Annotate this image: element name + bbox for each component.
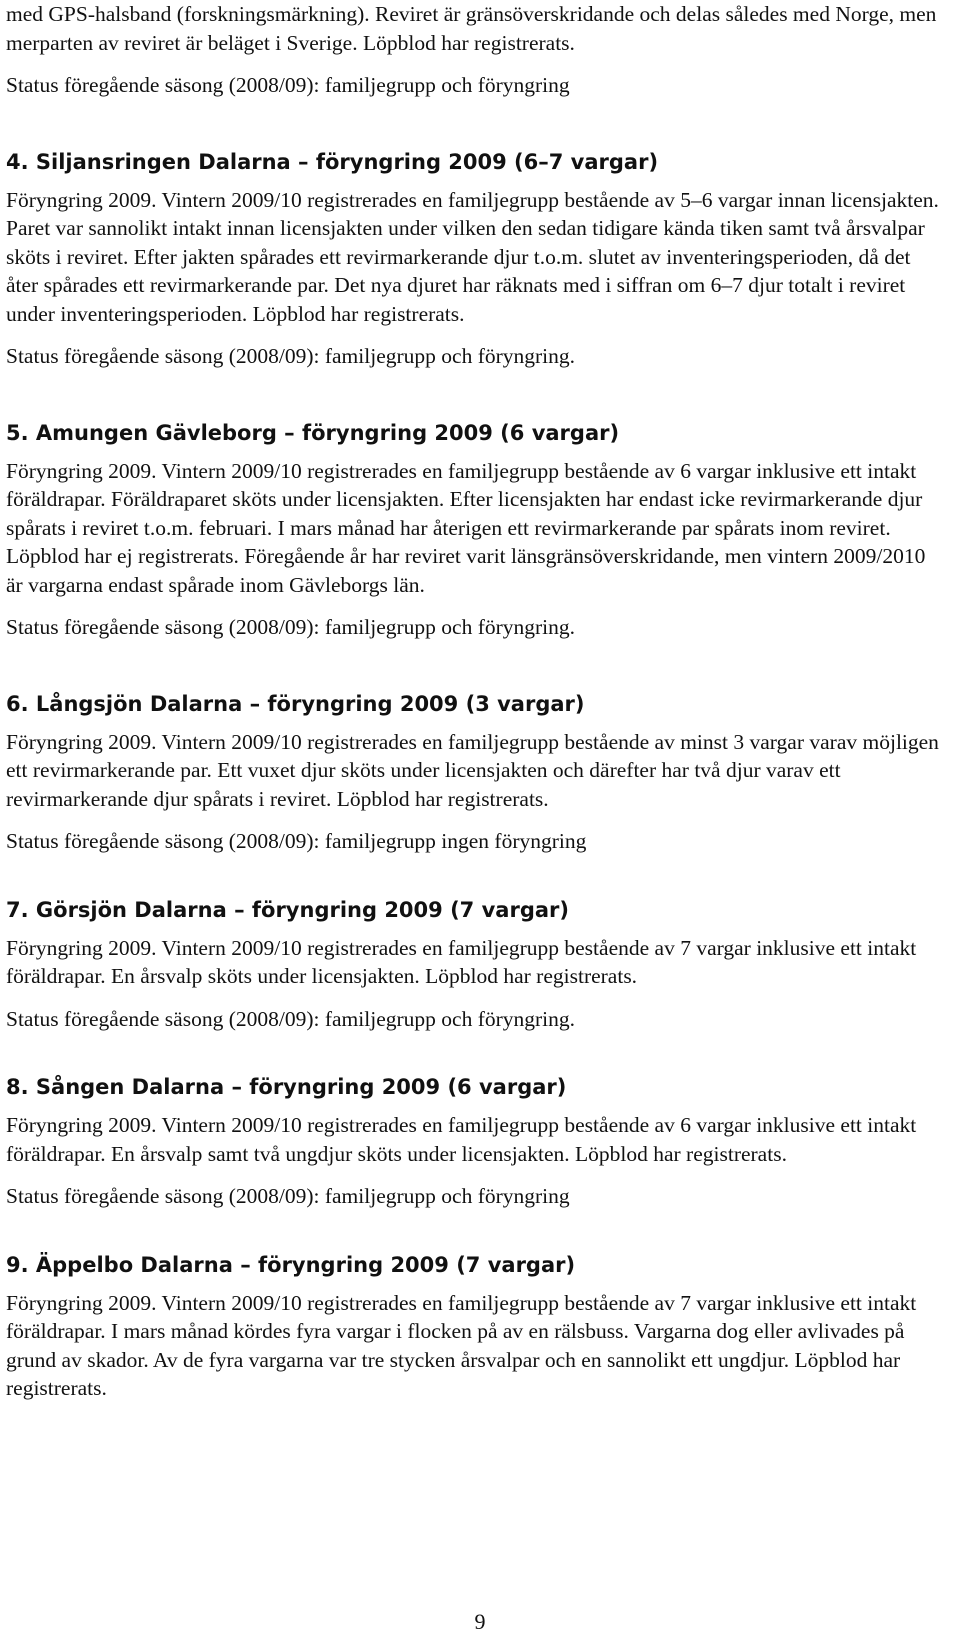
page-number: 9 bbox=[474, 1609, 486, 1634]
document-page bbox=[6, 0, 940, 1403]
section-title: 8. Sången Dalarna – föryngring 2009 (6 vargar) bbox=[6, 1075, 567, 1099]
section-title: 7. Görsjön Dalarna – föryngring 2009 (7 vargar) bbox=[6, 897, 569, 922]
section-status: Status föregående säsong (2008/09): familjegrupp ingen föryngring bbox=[6, 829, 587, 853]
section-status: Status föregående säsong (2008/09): familjegrupp och föryngring. bbox=[6, 1006, 576, 1031]
section-5 bbox=[6, 419, 940, 642]
section-paragraph: Föryngring 2009. Vintern 2009/10 registrerades en familjegrupp bestående av minst 3 vargar varav möjligen ett revirmarkerande par. Ett vuxet djur sköts under licensjakten och därefter har två djur varav ett revirmarkerande djur spårats i reviret. Löpblod har registrerats. bbox=[6, 729, 939, 811]
section-paragraph: Föryngring 2009. Vintern 2009/10 registrerades en familjegrupp bestående av 6 vargar inklusive ett intakt föräldrapar. En årsvalp samt två ungdjur sköts under licensjakten. Löpblod har registrerats. bbox=[6, 1113, 917, 1166]
section-4 bbox=[6, 148, 940, 371]
section-paragraph: Föryngring 2009. Vintern 2009/10 registrerades en familjegrupp bestående av 7 vargar inklusive ett intakt föräldrapar. I mars månad kördes fyra vargar i flocken på av en rälsbuss. Vargarna dog eller avlivades på grund av skador. Av de fyra vargarna var tre stycken årsvalpar och en sannolikt ett ungdjur. Löpblod har registrerats. bbox=[6, 1290, 917, 1400]
intro-paragraph: med GPS-halsband (forskningsmärkning). Reviret är gränsöverskridande och delas således med Norge, men merparten av reviret är beläget i Sverige. Löpblod har registrerats. bbox=[6, 2, 937, 55]
section-status: Status föregående säsong (2008/09): familjegrupp och föryngring. bbox=[6, 615, 576, 639]
intro-block bbox=[6, 0, 940, 100]
section-6 bbox=[6, 690, 940, 856]
section-8 bbox=[6, 1073, 940, 1211]
section-9 bbox=[6, 1251, 940, 1403]
section-title: 9. Äppelbo Dalarna – föryngring 2009 (7 vargar) bbox=[6, 1252, 576, 1277]
section-status: Status föregående säsong (2008/09): familjegrupp och föryngring. bbox=[6, 344, 576, 368]
section-title: 4. Siljansringen Dalarna – föryngring 2009 (6–7 vargar) bbox=[6, 149, 659, 174]
section-title: 5. Amungen Gävleborg – föryngring 2009 (6 vargar) bbox=[6, 420, 620, 445]
section-paragraph: Föryngring 2009. Vintern 2009/10 registrerades en familjegrupp bestående av 5–6 vargar innan licensjakten. Paret var sannolikt intakt innan licensjakten under vilken den sedan tidigare kända tiken samt två årsvalpar sköts i reviret. Efter jakten spårades ett revirmarkerande djur t.o.m. slutet av inventeringsperioden, då det åter spårades ett revirmarkerande par. Det nya djuret har räknats med i siffran om 6–7 djur totalt i reviret under inventeringsperioden. Löpblod har registrerats. bbox=[6, 187, 939, 326]
section-paragraph: Föryngring 2009. Vintern 2009/10 registrerades en familjegrupp bestående av 6 vargar inklusive ett intakt föräldrapar. Föräldraparet sköts under licensjakten. Efter licensjakten har endast icke revirmarkerande djur spårats i reviret t.o.m. februari. I mars månad har återigen ett revirmarkerande par spårats inom reviret. Löpblod har ej registrerats. Föregående år har reviret varit länsgränsöverskridande, men vintern 2009/2010 är vargarna endast spårade inom Gävleborgs län. bbox=[6, 458, 926, 597]
section-status: Status föregående säsong (2008/09): familjegrupp och föryngring bbox=[6, 1184, 570, 1208]
intro-status: Status föregående säsong (2008/09): familjegrupp och föryngring bbox=[6, 73, 570, 97]
section-7 bbox=[6, 896, 940, 1034]
section-title: 6. Långsjön Dalarna – föryngring 2009 (3 vargar) bbox=[6, 691, 585, 716]
section-paragraph: Föryngring 2009. Vintern 2009/10 registrerades en familjegrupp bestående av 7 vargar inklusive ett intakt föräldrapar. En årsvalp sköts under licensjakten. Löpblod har registrerats. bbox=[6, 935, 917, 988]
